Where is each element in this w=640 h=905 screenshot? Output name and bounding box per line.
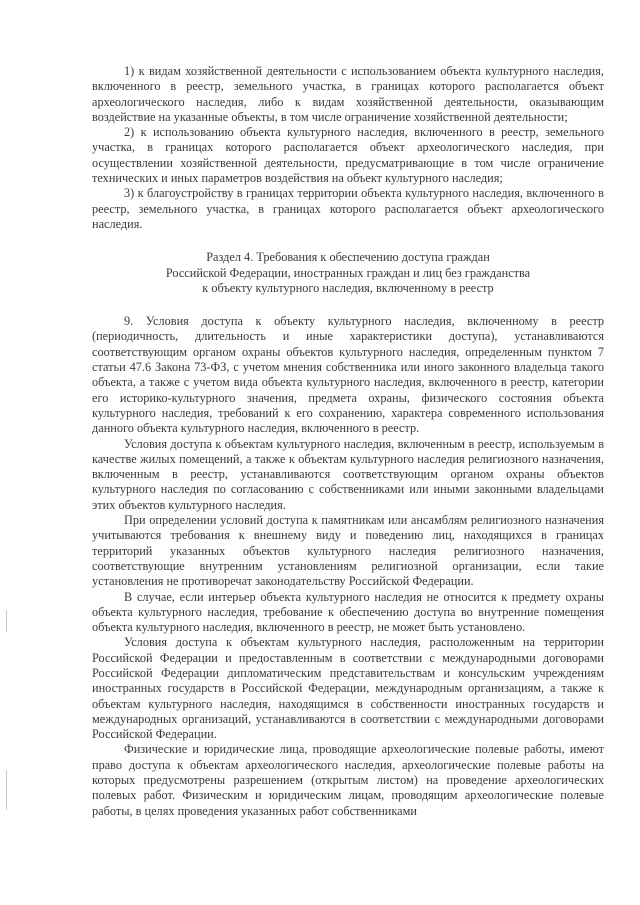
- section-heading-line-1: Раздел 4. Требования к обеспечению доступа граждан: [206, 250, 490, 265]
- scan-margin-artifact: [6, 610, 7, 632]
- section-heading: [92, 250, 604, 296]
- paragraph-interior: В случае, если интерьер объекта культурного наследия не относится к предмету охраны объекта культурного наследия, требование к обеспечению доступа во внутренние помещения объекта культурного наследия, включенного в реестр, не может быть установлено.: [92, 589, 604, 635]
- paragraph-item-3: 3) к благоустройству в границах территории объекта культурного наследия, включенного в реестр, земельного участка, в границах которого располагается объект археологического наследия.: [92, 186, 604, 231]
- paragraph-access-residential: Условия доступа к объектам культурного наследия, включенным в реестр, используемым в качестве жилых помещений, а также к объектам культурного наследия религиозного назначения, включенным в реестр, устанавливаются соответствующим органом охраны объектов культурного наследия по согласованию с собственниками или иными законными владельцами этих объектов культурного наследия.: [92, 436, 604, 512]
- section-heading-line-3: к объекту культурного наследия, включенному в реестр: [202, 280, 494, 295]
- paragraph-9: 9. Условия доступа к объекту культурного наследия, включенному в реестр (периодичность, длительность и иные характеристики доступа), устанавливаются соответствующим органом охраны объектов культурного наследия, определенным пунктом 7 статьи 47.6 Закона 73-ФЗ, с учетом мнения собственника или иного законного владельца такого объекта, а также с учетом вида объекта культурного наследия, включенного в реестр, категории его историко-культурного значения, предмета охраны, физического состояния объекта культурного наследия, требований к его сохранению, характера современного использования данного объекта культурного наследия, включенного в реестр.: [92, 314, 604, 436]
- paragraph-archaeological: Физические и юридические лица, проводящие археологические полевые работы, имеют право доступа к объектам археологического наследия, археологические полевые работы на которых предусмотрены разрешением (открытым листом) на проведение археологических полевых работ. Физическим и юридическим лицам, проводящим археологические полевые работы, в целях проведения указанных работ собственниками: [92, 742, 604, 818]
- section-heading-line-2: Российской Федерации, иностранных граждан и лиц без гражданства: [165, 265, 531, 280]
- scan-margin-artifact: [6, 770, 7, 810]
- paragraph-item-1: 1) к видам хозяйственной деятельности с использованием объекта культурного наследия, включенного в реестр, земельного участка, в границах которого располагается объект археологического наследия, либо к видам хозяйственной деятельности, оказывающим воздействие на указанные объекты, в том числе ограничение хозяйственной деятельности;: [92, 64, 604, 124]
- paragraph-item-2: 2) к использованию объекта культурного наследия, включенного в реестр, земельного участка, в границах которого располагается объект археологического наследия, при осуществлении хозяйственной деятельности, предусматривающие в том числе ограничение технических и иных параметров воздействия на объект культурного наследия;: [92, 125, 604, 186]
- paragraph-diplomatic: Условия доступа к объектам культурного наследия, расположенным на территории Российской Федерации и предоставленным в соответствии с международными договорами Российской Федерации дипломатическим представительствам и консульским учреждениям иностранных государств в Российской Федерации, международным организациям, а также к объектам культурного наследия, находящимся в собственности иностранных государств и международных организаций, устанавливаются в соответствии с международными договорами Российской Федерации.: [92, 635, 604, 742]
- paragraph-access-religious: При определении условий доступа к памятникам или ансамблям религиозного назначения учитываются требования к внешнему виду и поведению лиц, находящихся в границах территорий указанных объектов культурного наследия религиозного назначения, соответствующие внутренним установлениям религиозной организации, если такие установления не противоречат законодательству Российской Федерации.: [92, 513, 604, 589]
